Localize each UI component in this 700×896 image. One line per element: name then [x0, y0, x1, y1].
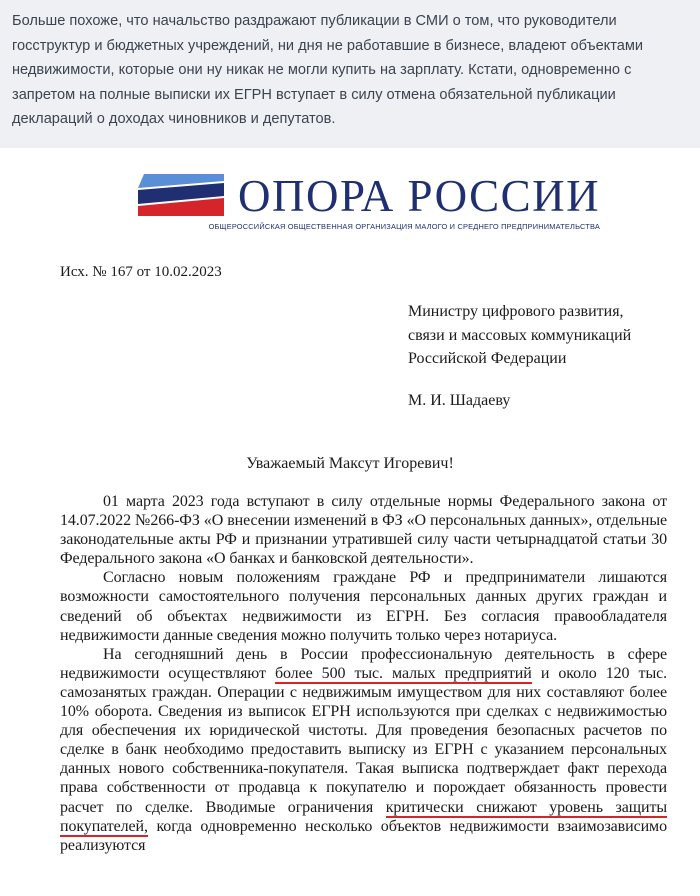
- highlight-small-businesses: более 500 тыс. малых предприятий: [274, 664, 532, 682]
- intro-block: [0, 0, 700, 148]
- addressee-line: Министру цифрового развития,: [408, 303, 624, 320]
- letter-body: [60, 492, 667, 855]
- greeting: Уважаемый Максут Игоревич!: [246, 455, 454, 472]
- paragraph-3-text: когда одновременно несколько объектов недвижимости взаимозависимо реализуются: [60, 817, 667, 854]
- paragraph-3-text: На сегодняшний день в России профессиональную деятельность в сфере недвижимости осуществляют: [60, 645, 667, 682]
- paragraph-3-text: и около 120 тыс. самозанятых граждан. Операции с недвижимым имуществом для них составляют более 10% оборота. Сведения из выписок ЕГРН используются при сделках с недвижимостью для обеспечения их юридической чистоты. Для проведения безопасных расчетов по сделке в банк необходимо предоставить выписку из ЕГРН с указанием персональных данных нового собственника-покупателя. Такая выписка подтверждает факт перехода права собственности от продавца к покупателю и порождает обязанность провести расчет по сделке. Вводимые ограничения: [60, 664, 667, 816]
- opora-flag-icon: [134, 170, 226, 218]
- paragraph-3: [60, 645, 667, 855]
- paragraph-1: 01 марта 2023 года вступают в силу отдельные нормы Федерального закона от 14.07.2022 №266-ФЗ «О внесении изменений в ФЗ «О персональных данных», отдельные законодательные акты РФ и признании утратившей силу части четырнадцатой статьи 30 Федерального закона «О банках и банковской деятельности».: [60, 493, 667, 568]
- paragraph-2: Согласно новым положениям граждане РФ и предприниматели лишаются возможности самостоятельного получения персональных данных других граждан и сведений об объектах недвижимости из ЕГРН. Без согласия правообладателя недвижимости данные сведения можно получить только через нотариуса.: [60, 569, 667, 644]
- highlight-buyer-protection: критически снижают уровень защиты покупателей,: [60, 798, 667, 835]
- addressee-name: М. И. Шадаеву: [408, 392, 511, 409]
- org-subtitle: ОБЩЕРОССИЙСКАЯ ОБЩЕСТВЕННАЯ ОРГАНИЗАЦИЯ МАЛОГО И СРЕДНЕГО ПРЕДПРИНИМАТЕЛЬСТВА: [208, 222, 600, 231]
- intro-text: Больше похоже, что начальство раздражают публикации в СМИ о том, что руководители госструктур и бюджетных учреждений, ни дня не работавшие в бизнесе, владеют объектами недвижимости, которые они ну никак не могли купить на зарплату. Кстати, одновременно с запретом на полные выписки их ЕГРН вступает в силу отмена обязательной публикации деклараций о доходах чиновников и депутатов.: [12, 13, 644, 127]
- addressee-line: связи и массовых коммуникаций: [408, 326, 632, 344]
- reference-number: Исх. № 167 от 10.02.2023: [60, 264, 222, 280]
- addressee-block: [408, 300, 631, 371]
- org-name: ОПОРА РОССИИ: [238, 171, 601, 221]
- addressee-line: Российской Федерации: [408, 350, 567, 367]
